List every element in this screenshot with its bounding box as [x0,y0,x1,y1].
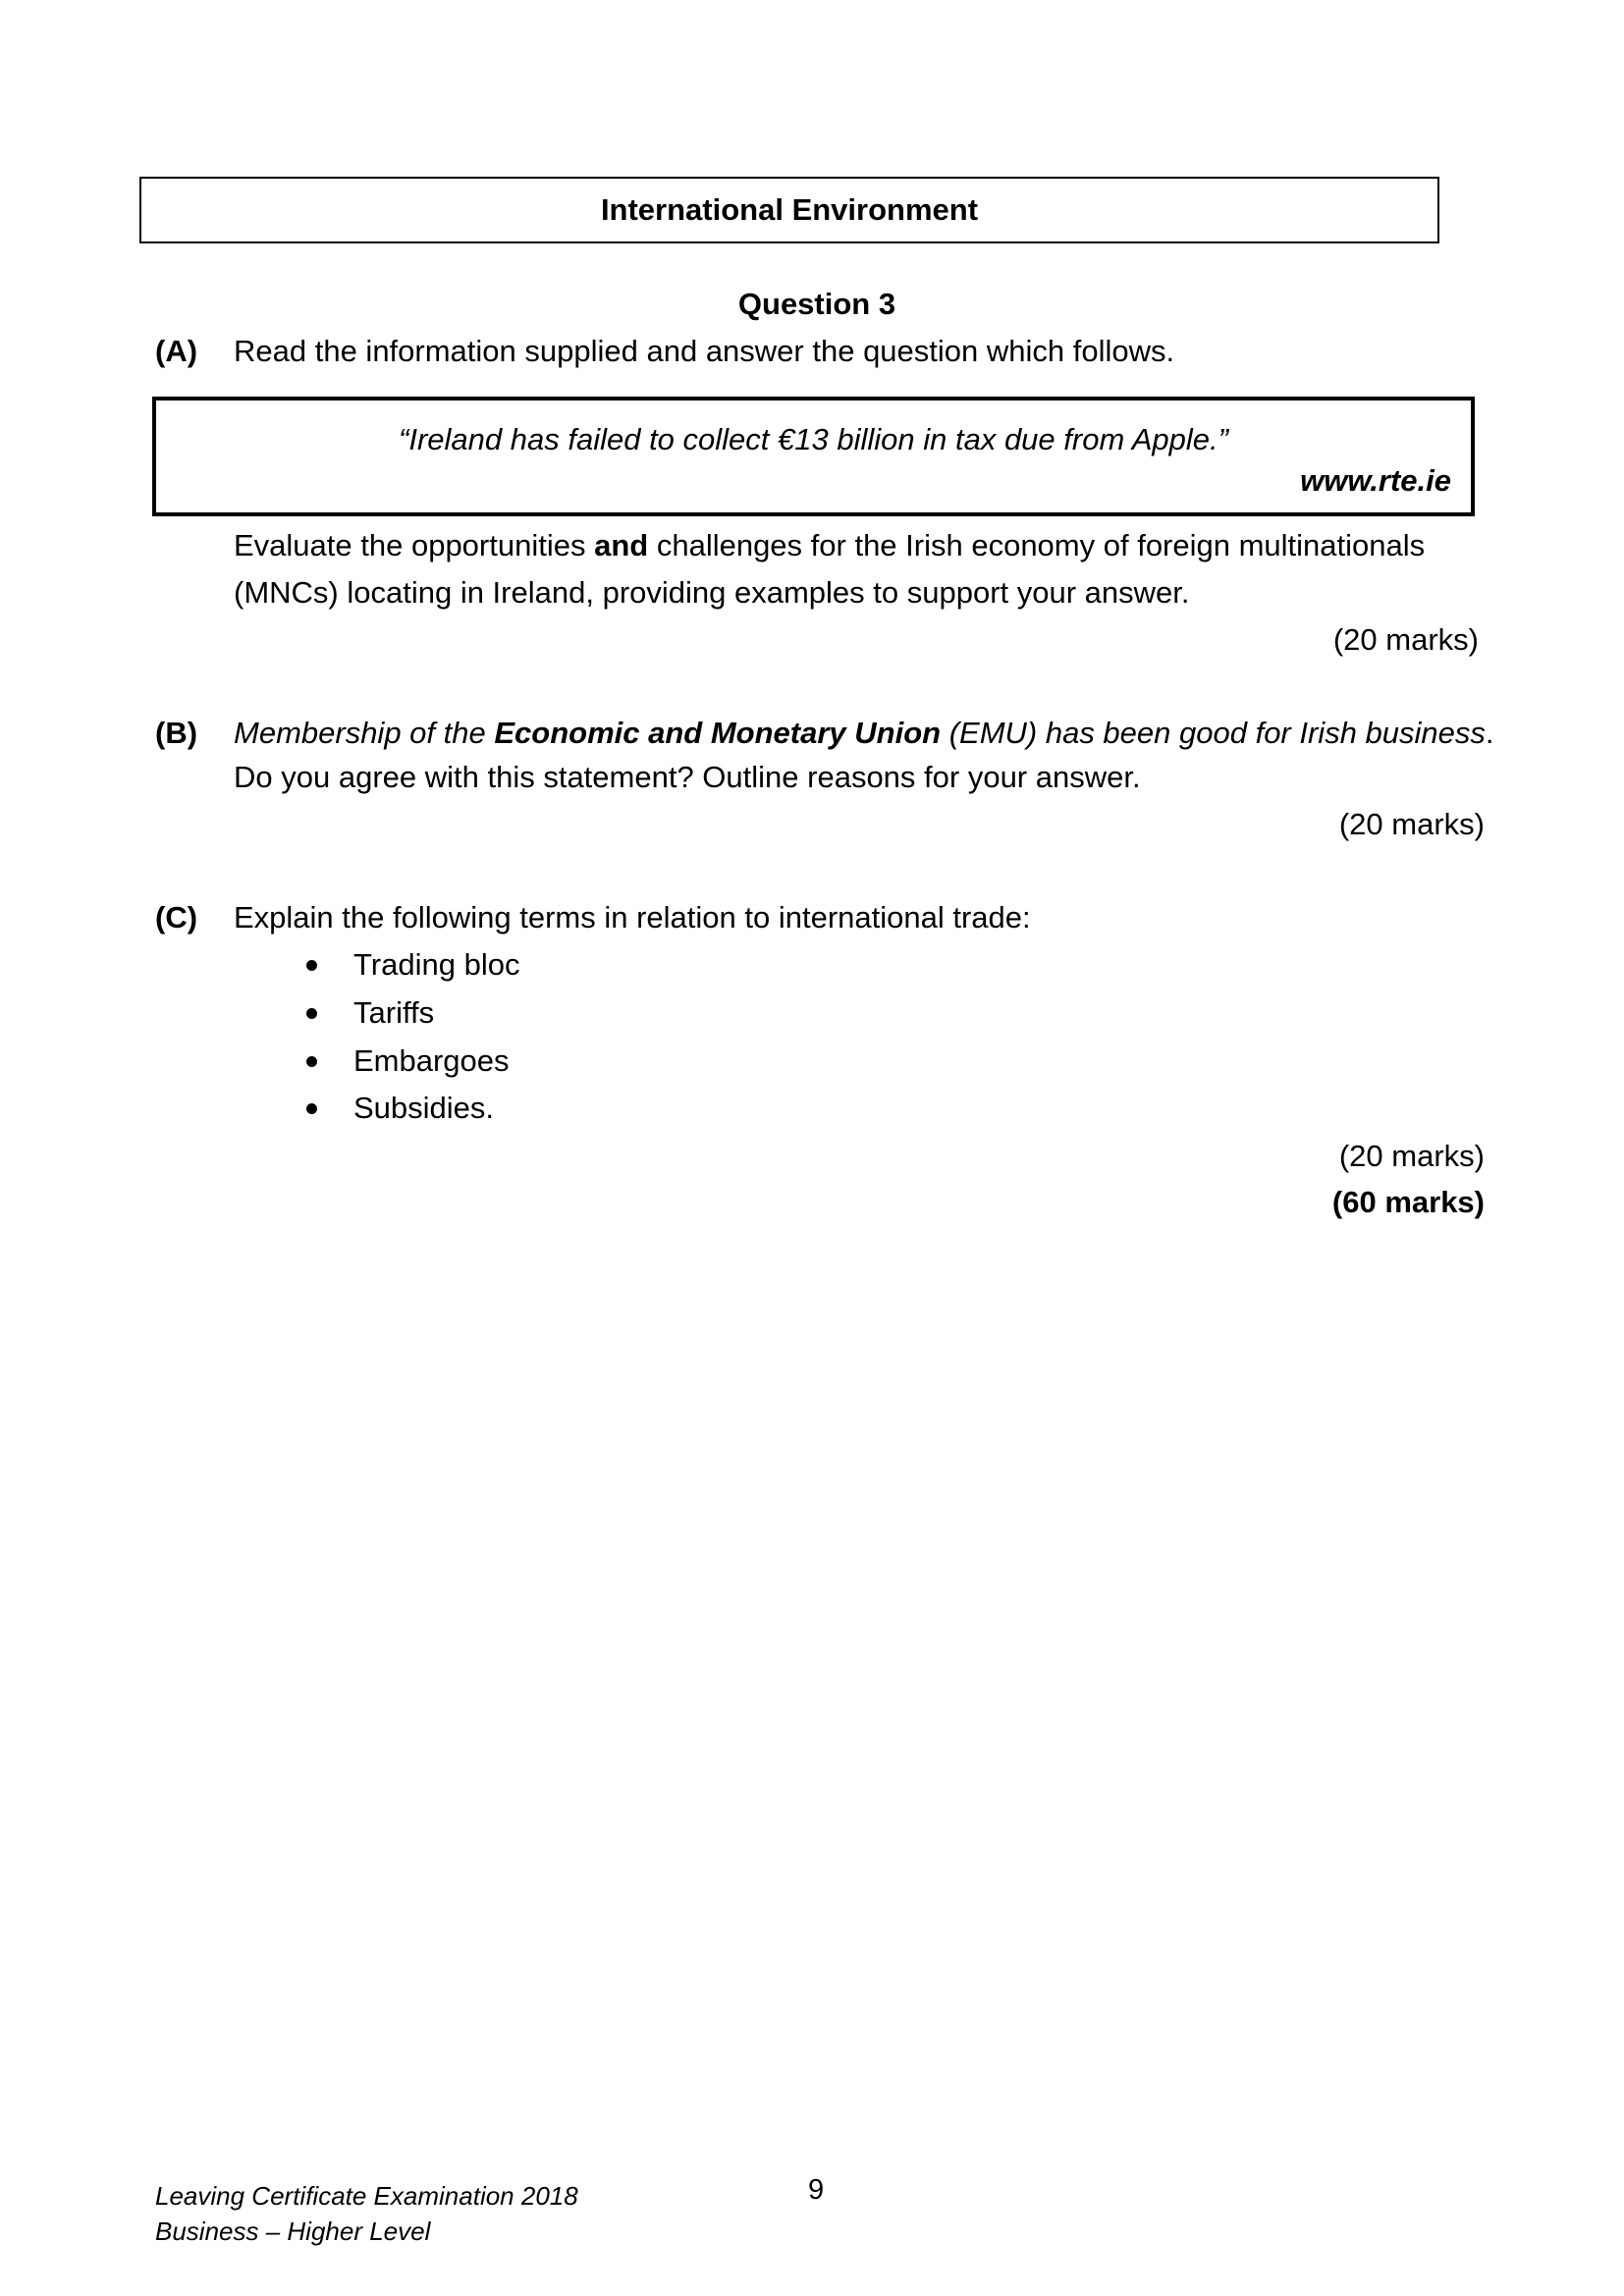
quote-source: www.rte.ie [1300,463,1451,498]
part-b-line-2: Do you agree with this statement? Outline reasons for your answer. [234,760,1141,794]
page-number: 9 [808,2174,825,2206]
part-a-line-2: (MNCs) locating in Ireland, providing examples to support your answer. [234,575,1190,610]
part-a-line-1-start: Evaluate the opportunities [234,528,595,562]
bullet-icon [306,1103,317,1114]
question-heading: Question 3 [737,287,896,321]
part-c-marks: (20 marks) [1338,1139,1485,1173]
part-a-label: (A) [155,334,198,368]
list-item-text: Trading bloc [353,947,520,982]
part-b-line-1-bold-italic: Economic and Monetary Union [494,716,942,750]
quote-text: “Ireland has failed to collect €13 billion in tax due from Apple.” [399,422,1228,456]
part-c-label: (C) [155,900,198,934]
bullet-icon [306,1008,317,1019]
part-a-intro: Read the information supplied and answer the question which follows. [234,334,1175,368]
part-a-marks: (20 marks) [1332,622,1479,657]
list-item-text: Tariffs [353,995,435,1030]
section-title: International Environment [600,192,979,227]
list-item-text: Subsidies. [353,1091,495,1125]
part-b-line-1-italic-end: (EMU) has been good for Irish business [941,716,1486,750]
part-b-marks: (20 marks) [1338,807,1485,841]
part-b-line-1-italic-start: Membership of the [234,716,495,750]
part-b-line-1-period: . [1485,716,1494,750]
part-a-line-1-bold: and [594,528,649,562]
quote-box [152,397,1475,516]
part-a-line-1 [234,528,1425,563]
section-title-box [139,177,1439,243]
list-item-text: Embargoes [353,1043,510,1078]
footer-exam-title: Leaving Certificate Examination 2018 [155,2181,578,2211]
part-b-line-1 [234,716,1494,751]
bullet-icon [306,960,317,971]
part-a-line-1-end: challenges for the Irish economy of foreign multinationals [648,528,1426,562]
total-marks: (60 marks) [1331,1185,1485,1219]
bullet-icon [306,1056,317,1067]
part-c-intro: Explain the following terms in relation to international trade: [234,900,1031,934]
part-b-label: (B) [155,716,198,750]
footer-subject: Business – Higher Level [155,2216,431,2246]
